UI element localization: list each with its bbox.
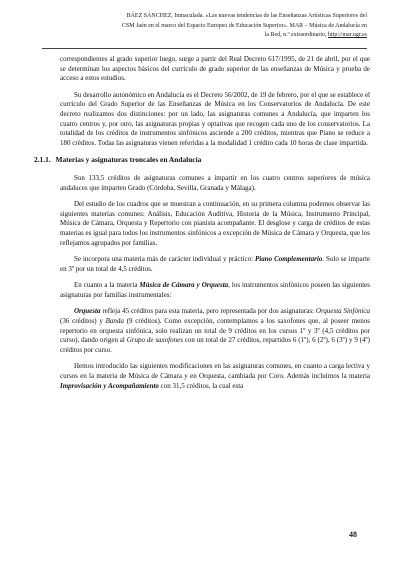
p8-text-b: con 31,5 créditos, la cual esta: [160, 381, 244, 390]
p6-text: En cuanto a la materia: [74, 281, 138, 290]
p5-text: Se incorpora una materia más de carácter individual y práctico:: [74, 255, 254, 264]
p7-text-a: refleja 45 créditos para esta materia, pero representada por dos asignaturas:: [102, 307, 315, 316]
section-number: 2.1.1.: [34, 155, 51, 165]
p7-text-b: (36 créditos) y: [60, 317, 103, 326]
paragraph-3: Son 133,5 créditos de asignaturas comunes a impartir en los cuatro centros superiores de música andaluces que imparten Grado (Córdoba, Sevilla, Granada y Málaga).: [60, 173, 370, 192]
header-line-3-prefix: la Red, n.º extraordinario,: [264, 32, 327, 38]
orquesta-term: Orquesta: [74, 307, 101, 316]
musica-camara-term: Música de Cámara y Orquesta: [139, 281, 229, 290]
p5-text-after: . Solo se imparte en 3º por un total de 4,5 créditos.: [60, 255, 370, 273]
header-rule: [42, 48, 367, 49]
header-link[interactable]: http://mar.ugr.es: [328, 32, 367, 38]
header-line-1: BÁEZ SÁNCHEZ, Inmaculada. «Las nuevas tendencias de las Enseñanzas Artísticas Superiores del: [126, 13, 367, 19]
paragraph-8: [60, 362, 370, 391]
paragraph-6: [60, 281, 370, 300]
page-body: [34, 55, 371, 398]
header-line-3: [27, 31, 367, 41]
page-number: 48: [349, 530, 357, 539]
p6-text-after: , los instrumentos sinfónicos poseen las siguientes asignaturas por familias instrumentales:: [60, 281, 370, 299]
paragraph-4: Del estudio de los cuadros que se muestran a continuación, en su primera columna podemos observar las siguientes materias comunes: Análisis, Educación Auditiva, Historia de la Música, Instrumento Principal, Música de Cámara, Orquesta y Repertorio con pianista acompañante. El desglose y carga de créditos de estas materias es igual para todos los instrumentos sinfónicos a excepción de Música de Cámara y Orquesta, que los reflejamos agrupados por familias.: [60, 200, 370, 247]
p8-text-a: Hemos introducido las siguientes modificaciones en las asignaturas comunes, en cuanto a carga lectiva y cursos en la materia de Música de Cámara y en Orquesta, cambiada por Coro. Además incluimos la materia: [60, 362, 370, 381]
banda-term: Banda: [105, 317, 124, 326]
section-title: Materias y asignaturas troncales en Andalucía: [55, 155, 202, 165]
running-header: [27, 12, 367, 41]
paragraph-7: [60, 307, 370, 355]
section-heading: [34, 155, 370, 165]
improvisacion-term: Improvisación y Acompañamiento: [60, 381, 159, 390]
paragraph-1: correspondientes al grado superior luego, surge a partir del Real Decreto 617/1995, de 21 de abril, por el que se determinan los aspectos básicos del currículo de grado superior de las enseñanzas de Música y prueba de acceso a estos estudios.: [60, 55, 370, 83]
orquesta-sinfonica-term: Orquesta Sinfónica: [315, 307, 370, 316]
p7-text-c: (9 créditos). Como excepción, contemplamos a los saxofones que, al poseer menos repertorio en orquesta sinfónica, solo realizan un total de 9 créditos en los cursos 1º y 3º (4,5 créditos por curso), dando origen al: [60, 317, 371, 345]
header-line-2: CSM Jaén en el marco del Espacio Europeo de Educación Superior». MAR – Música de Andalucía en: [121, 22, 367, 29]
piano-complementario-term: Piano Complementario: [254, 255, 323, 264]
p7-text-d: con un total de 27 créditos, repartidos 6 (1º), 6 (2º), 6 (3º) y 9 (4º) créditos por curso.: [60, 336, 371, 354]
paragraph-2: Su desarrollo autonómico en Andalucía es el Decreto 56/2002, de 19 de febrero, por el que se establece el currículo del Grado Superior de las Enseñanzas de Música en los Conservatorios de Andalucía. De este decreto realizamos dos distinciones: por un lado, las asignaturas comunes a Andalucía, que imparten los cuatro centros y, por otro, las asignaturas propias y optativas que recogen cada uno de los conservatorios. La totalidad de los créditos de instrumentos sinfónicos asciende a 200 créditos, mientras que Piano se reduce a 180 créditos. Todas las asignaturas vienen referidas a la modalidad 1 crédito cada 10 horas de clase impartida.: [60, 90, 370, 147]
paragraph-5: [60, 255, 370, 274]
grupo-saxofones-term: Grupo de saxofones: [126, 336, 183, 345]
